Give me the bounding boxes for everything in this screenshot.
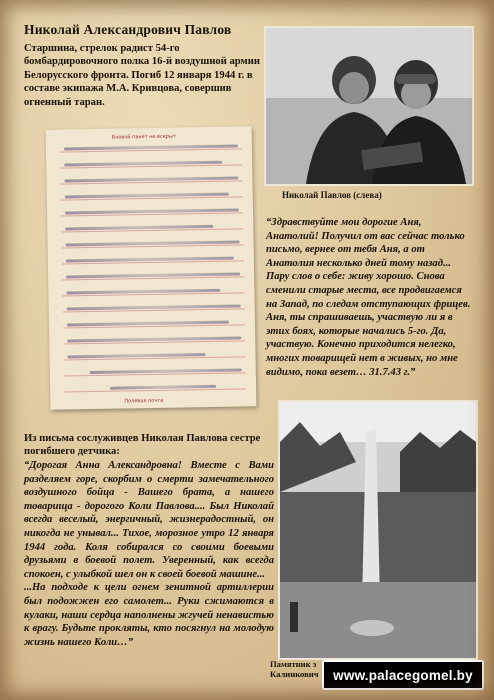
colleagues-quote-part-2: ...На подходе к цели огнем зенитной артиллерии был подожжен его самолет... Руки сжимаются в кулаки, наши сердца наполнены жгучей ненавистью к врагу. Будьте прокляты, кто посягнул на молодую жизнь нашего Коли…”: [24, 582, 274, 648]
colleagues-quote-part-1: “Дорогая Анна Александровна! Вместе с Вами разделяем горе, скорбим о смерти замечательного воздушного бойца - Вашего брата, а нашего товарища - дорогого Коли Павлова.... Был Николай всегда веселый, энергичный, жизнерадостный, он никогда не унывал... Тихое, морозное утро 12 января 1944 года. Коля собирался со своими боевыми друзьями в боевой полет. Уверенный, как всегда спокоен, с улыбкой шел он к своей боевой машине...: [24, 460, 274, 580]
letter-quote: “Здравствуйте мои дорогие Аня, Анатолий! Получил от вас сейчас только письмо, вернее от тебя Аня, а от Анатолия несколько дней тому назад... Пару слов о себе: живу хорошо. Снова сменили старые места, все продвигаемся на Запад, по следам отступающих фрицев. Аня, ты спрашиваешь, участвую ли я в этих боях, которые начались 5-го. Да, участвую. Конечно приходится нелегко, многих товарищей нет в живых, но мне видимо, пока везет… 31.7.43 г.”: [266, 217, 471, 378]
letter-header-text: Боевой пакет не вскрыт: [111, 133, 176, 141]
letter-footer-text: Полевая почта: [124, 397, 164, 405]
colleagues-letter-heading: Из письма сослуживцев Николая Павлова сестре погибшего детчика:: [24, 433, 261, 458]
website-banner[interactable]: [322, 660, 484, 690]
crew-photo: [264, 26, 474, 186]
letter-scan-image: [46, 126, 257, 410]
monument-photo-caption: [270, 659, 319, 679]
website-url[interactable]: www.palacegomel.by: [333, 667, 473, 683]
monument-photo: [278, 400, 478, 660]
colleagues-letter-quote: [24, 459, 274, 649]
biography-text: Старшина, стрелок радист 54-го бомбардировочного полка 16-й воздушной армии Белорусского фронта. Погиб 12 января 1944 г. в составе экипажа М.А. Кривцова, совершив огненный таран.: [24, 43, 260, 108]
monument-caption-line-1: Памятник э: [270, 659, 317, 669]
page-title: Николай Александрович Павлов: [24, 22, 232, 37]
crew-photo-caption: Николай Павлов (слева): [282, 190, 382, 200]
monument-caption-line-2: Калинкович: [270, 669, 319, 679]
